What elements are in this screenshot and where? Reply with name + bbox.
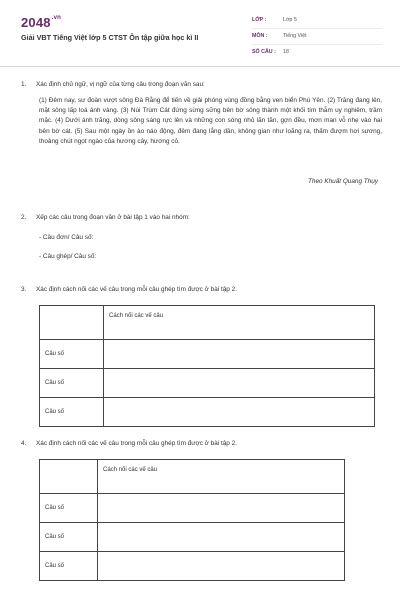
question-text: Xác định cách nối các vế câu trong mỗi câu ghép tìm được ở bài tập 2. [36, 440, 237, 447]
table-row [40, 340, 375, 369]
answer-cell[interactable] [104, 398, 375, 427]
question-1-passage: (1) Đêm nay, sư đoàn vượt sông Đà Rằng để tiến về giải phóng vùng đồng bằng ven biển Phú Yên. (2) Trăng đang lên, mặt sông lấp loá ánh vàng. (3) Núi Trùm Cát đứng sừng sững bên bờ sông thành một khối tím thẫm uy nghiêm, trầm mặc. (4) Dưới ánh trăng, dòng sông sáng rực lên và những con sóng nhỏ lăn tăn, gợn đều, mơn man vỗ nhẹ vào hai bên bờ cát. (5) Sau một ngày ồn ào náo động, đêm đang lắng dần, không gian như loãng ra, thấm đượm hơi sương, thoảng chút ngọt ngào của hương cây, hương cỏ. [39, 97, 382, 145]
answer-table-4 [39, 459, 345, 581]
table-header-row [40, 460, 345, 494]
question-number: 4. [21, 440, 27, 447]
table-row [40, 523, 345, 552]
answer-cell[interactable] [98, 523, 345, 552]
answer-cell[interactable] [98, 552, 345, 581]
table-cell-empty [40, 306, 104, 340]
meta-row-count [252, 45, 382, 60]
meta-value: Lớp 5 [283, 17, 297, 23]
row-label: Câu số [40, 523, 98, 552]
question-text: Xác định chủ ngữ, vị ngữ của từng câu trong đoạn văn sau: [36, 81, 205, 88]
meta-row-class [252, 13, 382, 29]
meta-key: MÔN : [252, 33, 268, 39]
answer-line-compound: - Câu ghép/ Câu số: [39, 253, 97, 260]
table-header-cell: Cách nối các vế câu [104, 306, 375, 340]
meta-row-subject [252, 29, 382, 45]
table-cell-empty [40, 460, 98, 494]
answer-cell[interactable] [104, 340, 375, 369]
row-label: Câu số [40, 340, 104, 369]
table-row [40, 494, 345, 523]
row-label: Câu số [40, 369, 104, 398]
question-text: Xác định cách nối các vế câu trong mỗi câu ghép tìm được ở bài tập 2. [36, 286, 237, 293]
meta-value: Tiếng Việt [283, 33, 307, 39]
answer-line-single: - Câu đơn/ Câu số: [39, 234, 94, 241]
table-header-row [40, 306, 375, 340]
table-row [40, 398, 375, 427]
passage-author: Theo Khuất Quang Thụy [308, 178, 378, 185]
question-number: 1. [21, 81, 27, 88]
answer-cell[interactable] [104, 369, 375, 398]
table-header-cell: Cách nối các vế câu [98, 460, 345, 494]
logo-text: 2048 [21, 15, 51, 30]
table-row [40, 369, 375, 398]
meta-key: SỐ CÂU : [252, 49, 276, 55]
question-text: Xếp các câu trong đoạn văn ở bài tập 1 vào hai nhóm: [36, 214, 190, 221]
meta-info [252, 13, 382, 60]
site-logo[interactable] [21, 15, 61, 30]
row-label: Câu số [40, 398, 104, 427]
row-label: Câu số [40, 552, 98, 581]
document-title: Giải VBT Tiếng Việt lớp 5 CTST Ôn tập giữa học kì II [21, 33, 199, 42]
table-row [40, 552, 345, 581]
row-label: Câu số [40, 494, 98, 523]
logo-suffix: .vn [51, 15, 62, 21]
meta-value: 18 [283, 49, 289, 55]
meta-key: LỚP : [252, 17, 267, 23]
question-number: 3. [21, 286, 27, 293]
question-number: 2. [21, 214, 27, 221]
document-header [0, 0, 400, 67]
answer-cell[interactable] [98, 494, 345, 523]
answer-table-3 [39, 305, 375, 427]
